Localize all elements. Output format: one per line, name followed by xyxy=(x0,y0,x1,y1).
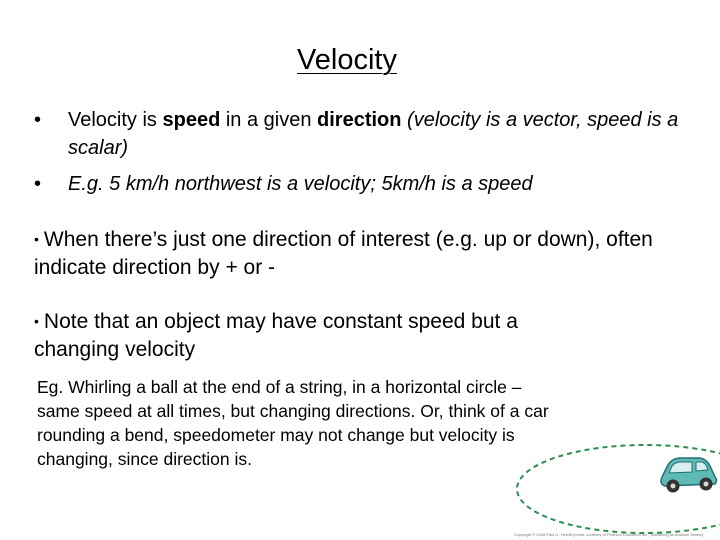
bullet-marker: • xyxy=(34,313,39,329)
image-credit: Copyright © 2008 Paul G. Hewitt (credit; courtesy of Pearson Education Inc., publishing as Addison Wesley xyxy=(514,532,704,537)
bullet-marker: • xyxy=(34,231,39,247)
bullet-text: Velocity is speed in a given direction (velocity is a vector, speed is a scalar) xyxy=(68,109,679,159)
bullet-velocity-definition xyxy=(34,106,699,162)
bullet-text: Note that an object may have constant speed but a changing velocity xyxy=(34,310,518,361)
example-paragraph: Eg. Whirling a ball at the end of a string, in a horizontal circle – same speed at all times, but changing directions. Or, think of a car rounding a bend, speedometer may not change but velocity is changing, since direction is. xyxy=(37,377,549,469)
bullet-example-speed xyxy=(34,170,699,198)
bullet-marker: • xyxy=(34,109,42,131)
slide-title: Velocity xyxy=(297,44,397,76)
bullet-constant-speed-note xyxy=(34,307,594,364)
car-icon xyxy=(654,448,720,496)
bullet-text: When there’s just one direction of interest (e.g. up or down), often indicate direction by + or - xyxy=(34,228,653,279)
bullet-marker: • xyxy=(34,173,42,195)
bullet-text: E.g. 5 km/h northwest is a velocity; 5km/h is a speed xyxy=(68,173,533,195)
bullet-direction-sign xyxy=(34,225,674,282)
